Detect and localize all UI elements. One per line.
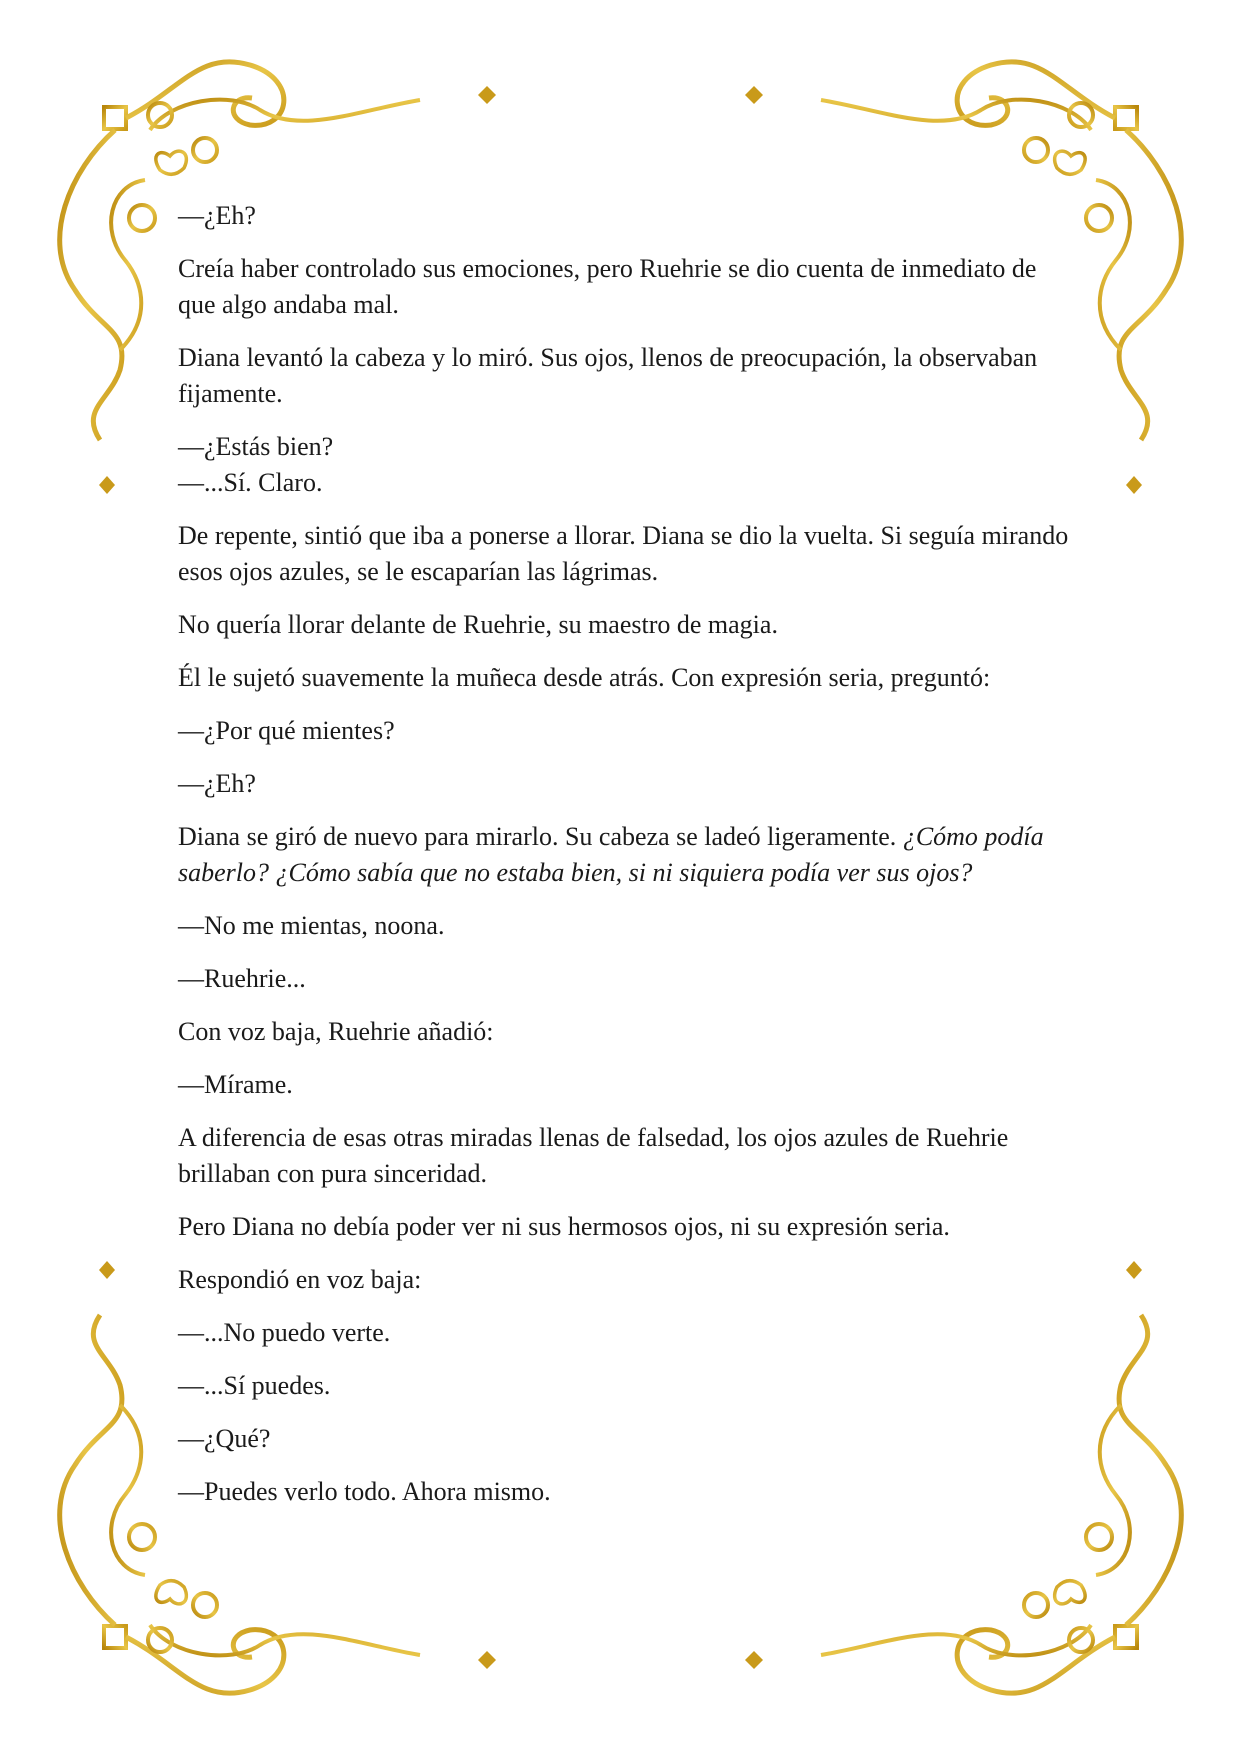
dialogue-line: —Puedes verlo todo. Ahora mismo. [178,1477,551,1506]
paragraph: Respondió en voz baja: [178,1265,422,1294]
paragraph: No quería llorar delante de Ruehrie, su maestro de magia. [178,610,778,639]
dialogue-line: —Mírame. [178,1070,293,1099]
paragraph: Con voz baja, Ruehrie añadió: [178,1017,494,1046]
dialogue-line: —¿Estás bien? [178,432,334,461]
italic-thought: ¿Cómo podía saberlo? ¿Cómo sabía que no estaba bien, si ni siquiera podía ver sus ojos? [178,822,1044,887]
paragraph: A diferencia de esas otras miradas llenas de falsedad, los ojos azules de Ruehrie brillaban con pura sinceridad. [178,1123,1009,1188]
paragraph: Él le sujetó suavemente la muñeca desde atrás. Con expresión seria, preguntó: [178,663,991,692]
paragraph-with-thought [178,819,1078,891]
paragraph: Diana levantó la cabeza y lo miró. Sus ojos, llenos de preocupación, la observaban fijamente. [178,343,1038,408]
dialogue-line: —...Sí puedes. [178,1371,331,1400]
dialogue-line: —¿Eh? [178,769,256,798]
paragraph-text: Diana se giró de nuevo para mirarlo. Su cabeza se ladeó ligeramente. [178,822,897,851]
dialogue-line: —¿Por qué mientes? [178,716,395,745]
dialogue-line: —¿Qué? [178,1424,271,1453]
document-body [178,198,1078,1527]
dialogue-line: —Ruehrie... [178,964,306,993]
dialogue-line: —...Sí. Claro. [178,468,323,497]
paragraph: Creía haber controlado sus emociones, pero Ruehrie se dio cuenta de inmediato de que algo andaba mal. [178,254,1037,319]
paragraph: —¿Eh? [178,201,256,230]
dialogue-line: —No me mientas, noona. [178,911,445,940]
paragraph: Pero Diana no debía poder ver ni sus hermosos ojos, ni su expresión seria. [178,1212,950,1241]
paragraph: De repente, sintió que iba a ponerse a llorar. Diana se dio la vuelta. Si seguía mirando esos ojos azules, se le escaparían las lágrimas. [178,521,1069,586]
dialogue-line: —...No puedo verte. [178,1318,391,1347]
